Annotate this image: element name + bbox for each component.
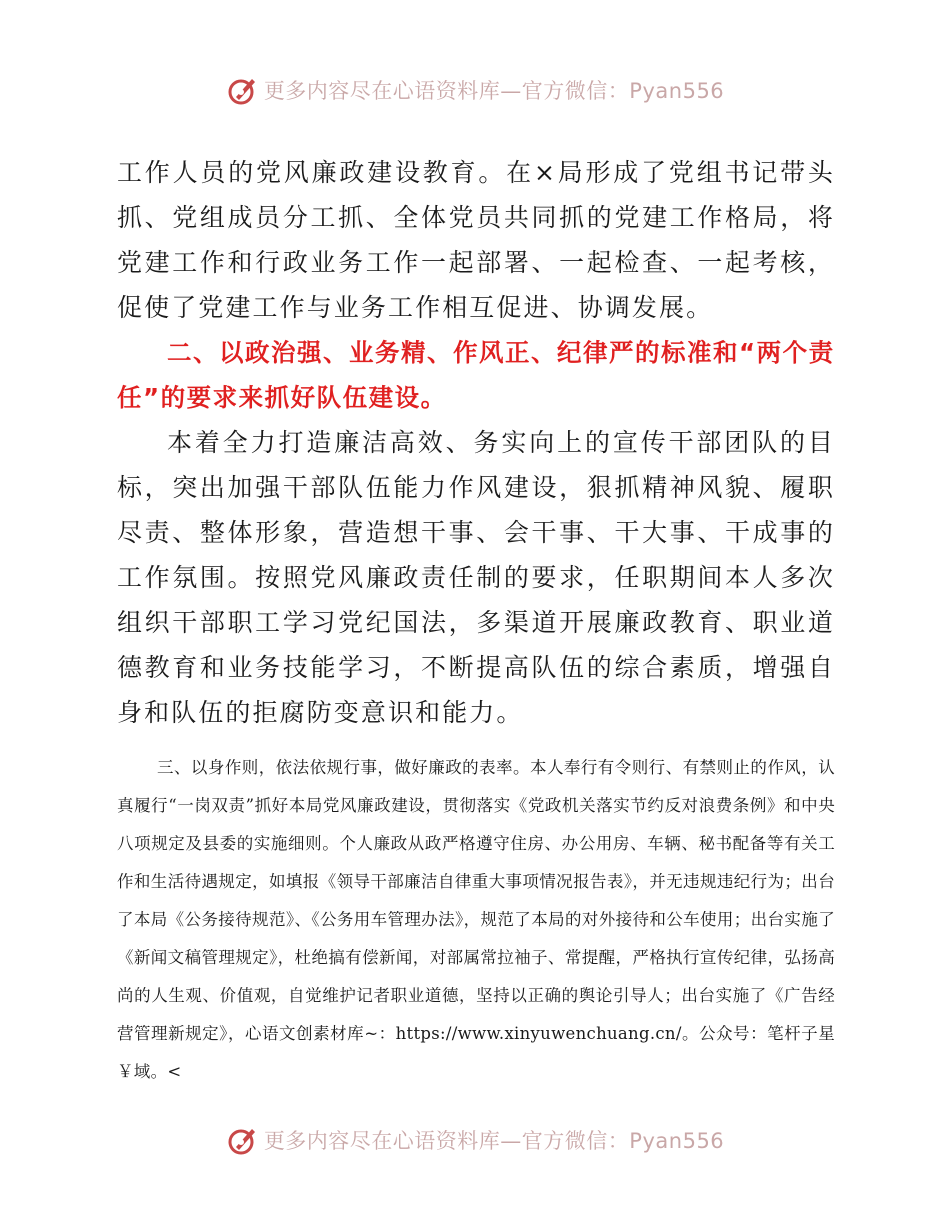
banner-text: 更多内容尽在心语资料库—官方微信：Pyan556 (263, 1129, 725, 1153)
footer-banner (0, 1120, 950, 1160)
banner-text: 更多内容尽在心语资料库—官方微信：Pyan556 (263, 79, 725, 103)
section-heading-2: 二、以政治强、业务精、作风正、纪律严的标准和“两个责任”的要求来抓好队伍建设。 (117, 338, 835, 412)
paragraph-1: 工作人员的党风廉政建设教育。在×局形成了党组书记带头抓、党组成员分工抓、全体党员共同抓的党建工作格局，将党建工作和行政业务工作一起部署、一起检查、一起考核，促使了党建工作与业务工作相互促进、协调发展。 (117, 158, 835, 322)
header-banner (0, 70, 950, 110)
document-body (117, 150, 835, 1091)
pen-logo-icon (226, 1123, 260, 1157)
paragraph-2: 本着全力打造廉洁高效、务实向上的宣传干部团队的目标，突出加强干部队伍能力作风建设，狠抓精神风貌、履职尽责、整体形象，营造想干事、会干事、干大事、干成事的工作氛围。按照党风廉政责任制的要求，任职期间本人多次组织干部职工学习党纪国法，多渠道开展廉政教育、职业道德教育和业务技能学习，不断提高队伍的综合素质，增强自身和队伍的拒腐防变意识和能力。 (117, 428, 835, 727)
paragraph-3: 三、以身作则，依法依规行事，做好廉政的表率。本人奉行有令则行、有禁则止的作风，认真履行“一岗双责”抓好本局党风廉政建设，贯彻落实《党政机关落实节约反对浪费条例》和中央八项规定及县委的实施细则。个人廉政从政严格遵守住房、办公用房、车辆、秘书配备等有关工作和生活待遇规定，如填报《领导干部廉洁自律重大事项情况报告表》，并无违规违纪行为；出台了本局《公务接待规范》、《公务用车管理办法》，规范了本局的对外接待和公车使用；出台实施了《新闻文稿管理规定》，杜绝搞有偿新闻，对部属常拉袖子、常提醒，严格执行宣传纪律，弘扬高尚的人生观、价值观，自觉维护记者职业道德，坚持以正确的舆论引导人；出台实施了《广告经营管理新规定》，心语文创素材库~：https://www.xinyuwenchuang.cn/。公众号：笔杆子星￥域。< (117, 758, 835, 1081)
pen-logo-icon (226, 73, 260, 107)
